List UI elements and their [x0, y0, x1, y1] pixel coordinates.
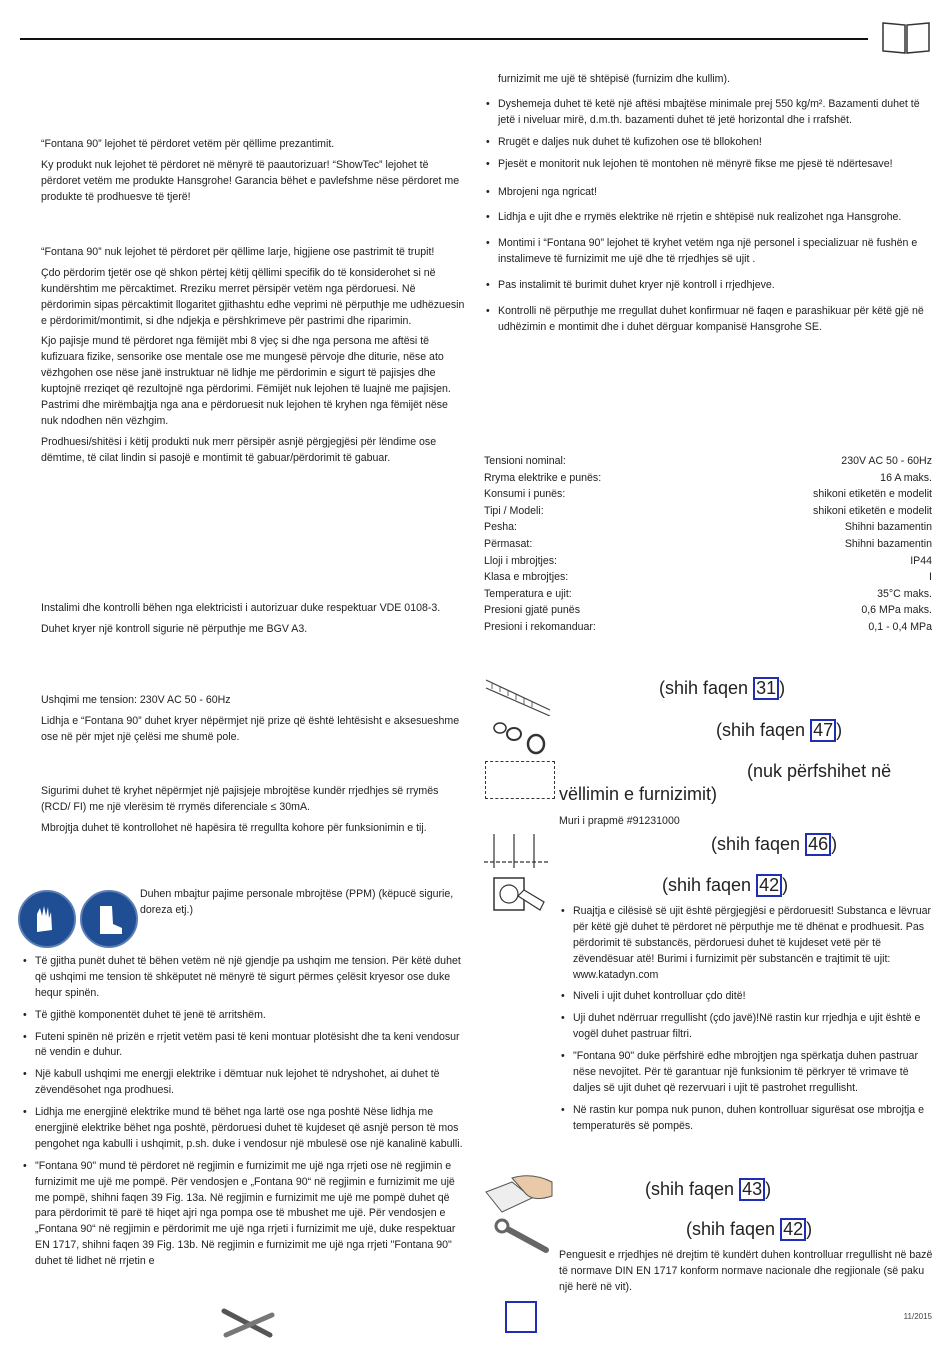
list-item: • Rrugët e daljes nuk duhet të kufizohen ose të bllokohen! [484, 135, 932, 151]
page-link-46[interactable]: 46 [805, 833, 831, 856]
spec-row: Pesha: Shihni bazamentin [484, 521, 932, 534]
page-reference: (shih faqen 43 ) [645, 1179, 772, 1199]
spec-row: Presioni i rekomanduar: 0,1 - 0,4 MPa [484, 620, 932, 633]
spec-row: Presioni gjatë punës 0,6 MPa maks. [484, 604, 932, 617]
install-paragraph: Duhet kryer një kontroll sigurie në përputhje me BGV A3. [41, 622, 308, 635]
list-item: • Montimi i “Fontana 90” lejohet të kryhet vetëm nga një personel i specializuar në fushën e instalimeve të furnizimit me ujë dhe të rrjedhjes së ujit . [484, 236, 932, 268]
spirit-level-icon [484, 676, 554, 716]
purpose-paragraph: Kjo pajisje mund të përdoret nga fëmijët mbi 8 vjeç si dhe nga persona me aftësi të kufizuara fizike, sensorike ose mentale ose me mungesë përvoje dhe diturie, nëse ato vëzhgohen ose nëse janë instruktuar në lidhje me përdorimin e sigurt të pajisjes dhe kuptojnë rreziqet që rezultojnë nga përdorimi. Fëmijët nuk lejohen të luajnë me pajisjen. Pastrimi dhe mirëmbajtja nga ana e përdoruesit nuk lejohen të kryhen nga fëmijët nëse nuk ndodhen nën vëzhgim. [41, 335, 451, 427]
list-item: • Të gjithë komponentët duhet të jenë të arritshëm. [21, 1008, 469, 1024]
purpose-paragraph: Çdo përdorim tjetër ose që shkon përtej këtij qëllimi specifik do të konsiderohet si në kundërshtim me përcaktimet. Rreziku merret përsipër vetëm nga përdoruesi. Në përdorimin sipas përcaktimit llogaritet gjithashtu edhe veprimi në përputhje me udhëzuesin e përdorimit/montimit, si dhe ndjekja e përshkrimeve për pastrimi dhe riparimin. [41, 266, 465, 327]
not-included-placeholder [485, 761, 555, 799]
wall-part-text: Muri i prapmë #91231000 [559, 815, 680, 827]
tools-icon [220, 1305, 278, 1345]
rcd-paragraph: Mbrojtja duhet të kontrollohet në hapësira të rregullta kohore për funksionimin e tij. [41, 821, 427, 834]
purpose-paragraph: “Fontana 90” nuk lejohet të përdoret për qëllime larje, higjiene ose pastrimit të trupit! [41, 246, 435, 258]
wrench-icon [494, 1218, 554, 1258]
spec-row: Konsumi i punës: shikoni etiketën e modelit [484, 488, 932, 501]
backflow-note: Penguesit e rrjedhjes në drejtim të kundërt duhen kontrolluar rregullisht në bazë të normave DIN EN 1717 konform normave nacionale dhe regjionale (së paku një herë në vit). [559, 1249, 933, 1293]
continuation-text: furnizimit me ujë të shtëpisë (furnizim dhe kullim). [498, 73, 730, 85]
list-item: • Lidhja me energjinë elektrike mund të bëhet nga lartë ose nga poshtë Nëse lidhja me energjinë elektrike bëhet nga poshtë, përdoruesi duhet të kujdeset që asnjë person të mos pengohet nga kabulli i ushqimit, p.sh. duke i vendosur një mbulesë ose një kanalinë kabulli. [21, 1105, 469, 1153]
purpose-section [41, 245, 466, 472]
page-reference: (shih faqen 42 ) [662, 875, 789, 895]
page-link-31[interactable]: 31 [753, 677, 779, 700]
book-icon [881, 19, 931, 55]
usage-paragraph: Ky produkt nuk lejohet të përdoret në mënyrë të paautorizuar! “ShowTec” lejohet të përdoret vetëm me produkte Hansgrohe! Garancia bëhet e pavlefshme nëse përdoret me produkte të prodhuesve të tjerë! [41, 158, 460, 203]
list-item: • "Fontana 90" mund të përdoret në regjimin e furnizimit me ujë nga rrjeti ose në regjimin e furnizimit me ujë me pompë. Për vendosjen e „Fontana 90“ në regjimin e furnizimit me ujë me pompë, shihni faqen 39 Fig. 13a. Në regjimin e furnizimit me ujë me pompë duhet që para përdorimit të parë të hiqet ajri nga pompa ose të mbushet me ujë. Për vendosjen e „Fontana 90“ në regjimin e përdorimit me ujë nga rrjeti i furnizimit me ujë, duke respektuar EN 1717, shihni faqen 39 Fig. 13b. Në regjimin e furnizimit me ujë nga rrjeti "Fontana 90" duhet të lidhet në rrjetin e [21, 1159, 469, 1270]
list-item: • Mbrojeni nga ngricat! [484, 185, 932, 201]
page-box[interactable] [505, 1301, 537, 1333]
page-link-42[interactable]: 42 [756, 874, 782, 897]
list-item: • Ruajtja e cilësisë së ujit është përgjegjësi e përdoruesit! Substanca e lëvruar për këtë gjë duhet të përdoret në përputhje me të dhënat e prodhuesit. Pas përdorimit të substancës, përdoruesi duhet të kujdeset vetë për të zëvendësuar atë! Burimi i furnizimit për substancën e trajtimit të ujit: www.katadyn.com [559, 904, 933, 983]
page-link-47[interactable]: 47 [810, 719, 836, 742]
spec-row: Tipi / Modeli: shikoni etiketën e modelit [484, 504, 932, 517]
spec-row: Lloji i mbrojtjes: IP44 [484, 554, 932, 567]
page-reference: (shih faqen 31 ) [659, 678, 786, 698]
cleaning-cloth-icon [482, 1168, 556, 1216]
fittings-icon [490, 718, 550, 758]
not-included-note: (nuk përfshihet në [747, 761, 892, 781]
power-paragraph: Ushqimi me tension: 230V AC 50 - 60Hz [41, 694, 231, 706]
boots-icon [80, 890, 138, 948]
list-item: • Një kabull ushqimi me energji elektrike i dëmtuar nuk lejohet të ndryshohet, ai duhet të zëvendësohet nga prodhuesi. [21, 1067, 469, 1099]
spec-row: Përmasat: Shihni bazamentin [484, 537, 932, 550]
technical-data-table [484, 454, 932, 637]
not-included-note-cont: vëllimin e furnizimit) [559, 784, 718, 804]
page-link-42-maintenance[interactable]: 42 [780, 1218, 806, 1241]
list-item: • Pjesët e monitorit nuk lejohen të montohen në mënyrë fikse me pjesë të ndërtesave! [484, 157, 932, 173]
list-item: • Të gjitha punët duhet të bëhen vetëm në një gjendje pa ushqim me tension. Për këtë duhet që ushqimi me tension të shkëputet në mënyrë të sigurt përmes çelësit kryesor ose duke hequr spinën. [21, 954, 469, 1002]
install-paragraph: Instalimi dhe kontrolli bëhen nga elektricisti i autorizuar duke respektuar VDE 0108-3. [41, 602, 441, 614]
list-item: • Në rastin kur pompa nuk punon, duhen kontrolluar sigurësat ose mbrojtja e temperaturës së pompës. [559, 1103, 933, 1135]
socket-plug-icon [492, 874, 546, 914]
power-section [41, 693, 466, 751]
install-section [41, 601, 466, 643]
ppe-note: Duhen mbajtur pajime personale mbrojtëse (PPM) (këpucë sigurie, doreza etj.) [140, 888, 454, 916]
usage-section [41, 137, 466, 211]
care-bullet-list [559, 904, 933, 1141]
list-item: • Dyshemeja duhet të ketë një aftësi mbajtëse minimale prej 550 kg/m². Bazamenti duhet të jetë i niveluar mirë, d.m.th. bazamenti duhet të jetë horizontal dhe i rrafshët. [484, 97, 932, 129]
header-rule [20, 38, 868, 40]
setup-bullet-list [484, 97, 932, 342]
spec-row: Rryma elektrike e punës: 16 A maks. [484, 471, 932, 484]
page-link-43[interactable]: 43 [739, 1178, 765, 1201]
usage-paragraph: “Fontana 90” lejohet të përdoret vetëm për qëllime prezantimit. [41, 138, 335, 150]
gloves-icon [18, 890, 76, 948]
page-reference: (shih faqen 47 ) [716, 720, 843, 740]
spec-row: Klasa e mbrojtjes: I [484, 571, 932, 584]
spec-row: Temperatura e ujit: 35°C maks. [484, 587, 932, 600]
rcd-section [41, 784, 466, 842]
rcd-paragraph: Sigurimi duhet të kryhet nëpërmjet një pajisjeje mbrojtëse kundër rrjedhjes së rrymës (RCD/ FI) me një vlerësim të rrymës diferenciale ≤ 30mA. [41, 785, 439, 813]
list-item: • "Fontana 90" duke përfshirë edhe mbrojtjen nga spërkatja duhen pastruar nëse nevojitet. Për të garantuar një funksionim të përkryer të vrimave të daljes së ujit duhet që rezervuari i ujit të pastrohet rregullisht. [559, 1049, 933, 1097]
list-item: • Uji duhet ndërruar rregullisht (çdo javë)!Në rastin kur rrjedhja e ujit është e vogël duhet pastruar filtri. [559, 1011, 933, 1043]
list-item: • Niveli i ujit duhet kontrolluar çdo ditë! [559, 989, 933, 1005]
safety-bullet-list [21, 954, 469, 1276]
power-paragraph: Lidhja e “Fontana 90” duhet kryer nëpërmjet një prize që është lehtësisht e aksesueshme ose në për mjet një çelësi me shumë pole. [41, 714, 460, 743]
list-item: • Pas instalimit të burimit duhet kryer një kontroll i rrjedhjeve. [484, 278, 932, 294]
purpose-paragraph: Prodhuesi/shitësi i këtij produkti nuk merr përsipër asnjë përgjegjësi për lëndime ose dëmtime, të cilat lindin si pasojë e montimit të gabuar/përdorimit të gabuar. [41, 435, 437, 464]
page-reference: (shih faqen 42 ) [686, 1219, 813, 1239]
list-item: • Futeni spinën në prizën e rrjetit vetëm pasi të keni montuar plotësisht dhe ta keni vendosur në vendin e duhur. [21, 1030, 469, 1062]
wall-mount-icon [484, 830, 550, 870]
spec-row: Tensioni nominal: 230V AC 50 - 60Hz [484, 455, 932, 467]
list-item: • Kontrolli në përputhje me rregullat duhet konfirmuar në faqen e parashikuar për këtë gjë në udhëzimin e montimit dhe i duhet dërguar kompanisë Hansgrohe SE. [484, 304, 932, 336]
list-item: • Lidhja e ujit dhe e rrymës elektrike në rrjetin e shtëpisë nuk realizohet nga Hansgrohe. [484, 210, 932, 226]
date-stamp: 11/2015 [903, 1312, 932, 1321]
page-reference: (shih faqen 46 ) [711, 834, 838, 854]
